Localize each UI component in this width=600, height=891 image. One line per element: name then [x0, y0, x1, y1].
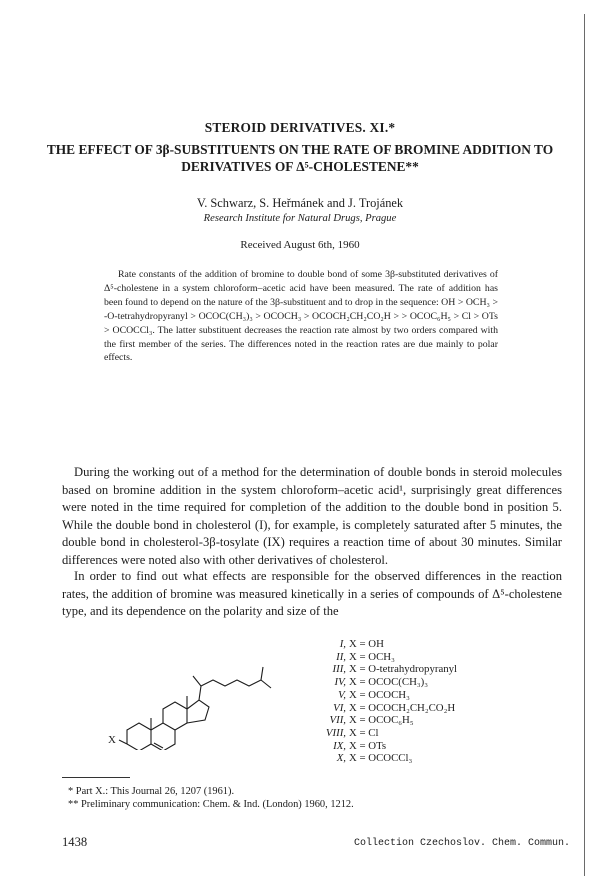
compound-label: III, — [332, 663, 346, 676]
compound-label: IX, — [333, 739, 346, 752]
received-date: Received August 6th, 1960 — [240, 239, 360, 251]
compound-label: IV, — [334, 676, 346, 689]
authors: V. Schwarz, S. Heřmánek and J. Trojánek — [196, 196, 404, 210]
footnotes — [68, 785, 528, 812]
compound-legend — [300, 638, 560, 765]
journal-name: Collection Czechoslov. Chem. Commun. — [353, 838, 570, 849]
footnote-1: * Part X.: This Journal 26, 1207 (1961). — [68, 786, 235, 797]
ring-d — [187, 700, 209, 723]
page-edge-line — [584, 14, 585, 876]
footnote-2: ** Preliminary communication: Chem. & Ind. (London) 1960, 1212. — [68, 799, 354, 811]
ring-c — [163, 702, 187, 730]
page-number: 1438 — [62, 835, 88, 849]
body-paragraph-2 — [62, 568, 562, 621]
compound-formula: X = OCOC₆H₅ — [349, 714, 414, 727]
compound-row — [300, 714, 560, 727]
abstract — [104, 268, 498, 365]
body-paragraph-1 — [62, 464, 562, 570]
compound-row — [300, 663, 560, 676]
abstract-text: Rate constants of the addition of bromine to double bond of some 3β-substituted derivatives of Δ⁵-cholestene in a system chloroform–acetic acid have been measured. The rate of addition has been found to depend on the nature of the 3β-substituent and to drop in the sequence: OH > OCH₃ > -O-tetrahydropyranyl > OCOC(CH₃)₃ > OCOCH₃ > OCOCH₂CH₂CO₂H > > OCOC₆H₅ > Cl > OTs > OCOCCl₃. The latter substituent decreases the reaction rate almost by two orders compared with the first member of the series. The differences noted in the reaction rates are due mainly to polar effects. — [104, 269, 498, 364]
compound-row — [300, 727, 560, 740]
paragraph-text: During the working out of a method for the determination of double bonds in steroid molecules based on bromine addition in the system chloroform–acetic acid¹, surprisingly great differences were noted in the time required for completion of the addition to the double bond in position 5. While the double bond in cholesterol (I), for example, is completely saturated after 5 minutes, the double bond in cholesterol-3β-tosylate (IX) requires a reaction time of about 30 minutes. Similar differences were noted also with other derivatives of cholesterol. — [62, 465, 562, 567]
paragraph-text: In order to find out what effects are responsible for the observed differences in the reaction rates, the addition of bromine was measured kinetically in a series of compounds of Δ⁵-cholestene type, and its dependence on the polarity and size of the — [62, 569, 562, 619]
compound-formula: X = Cl — [349, 726, 379, 739]
compound-label: II, — [336, 650, 346, 663]
compound-label: X, — [336, 752, 346, 765]
compound-row — [300, 689, 560, 702]
compound-formula: X = OH — [349, 638, 384, 650]
compound-formula: X = O-tetrahydropyranyl — [349, 663, 458, 676]
substituent-label: X — [108, 734, 116, 746]
footnote-divider — [62, 777, 130, 778]
compound-row — [300, 702, 560, 715]
compound-formula: X = OCH₃ — [349, 650, 395, 663]
compound-row — [300, 651, 560, 664]
cholestene-structure-diagram — [105, 640, 295, 750]
compound-formula: X = OCOCCl₃ — [349, 752, 413, 765]
compound-formula: X = OCOCH₃ — [349, 688, 410, 701]
compound-label: V, — [338, 688, 346, 701]
compound-formula: X = OCOCH₂CH₂CO₂H — [349, 701, 456, 714]
compound-row — [300, 638, 560, 651]
compound-row — [300, 676, 560, 689]
compound-formula: X = OCOC(CH₃)₃ — [349, 676, 428, 689]
compound-label: I, — [339, 638, 346, 650]
compound-label: VII, — [329, 714, 346, 727]
compound-label: VI, — [333, 701, 346, 714]
compound-row — [300, 740, 560, 753]
affiliation: Research Institute for Natural Drugs, Prague — [203, 213, 397, 224]
ring-b — [151, 723, 175, 750]
compound-label: VIII, — [325, 726, 346, 739]
compound-formula: X = OTs — [349, 739, 387, 752]
series-title: STEROID DERIVATIVES. XI.* — [204, 120, 396, 135]
paper-title: THE EFFECT OF 3β-SUBSTITUENTS ON THE RATE OF BROMINE ADDITION TO DERIVATIVES OF Δ⁵-CHOLESTENE** — [46, 142, 554, 174]
compound-row — [300, 752, 560, 765]
